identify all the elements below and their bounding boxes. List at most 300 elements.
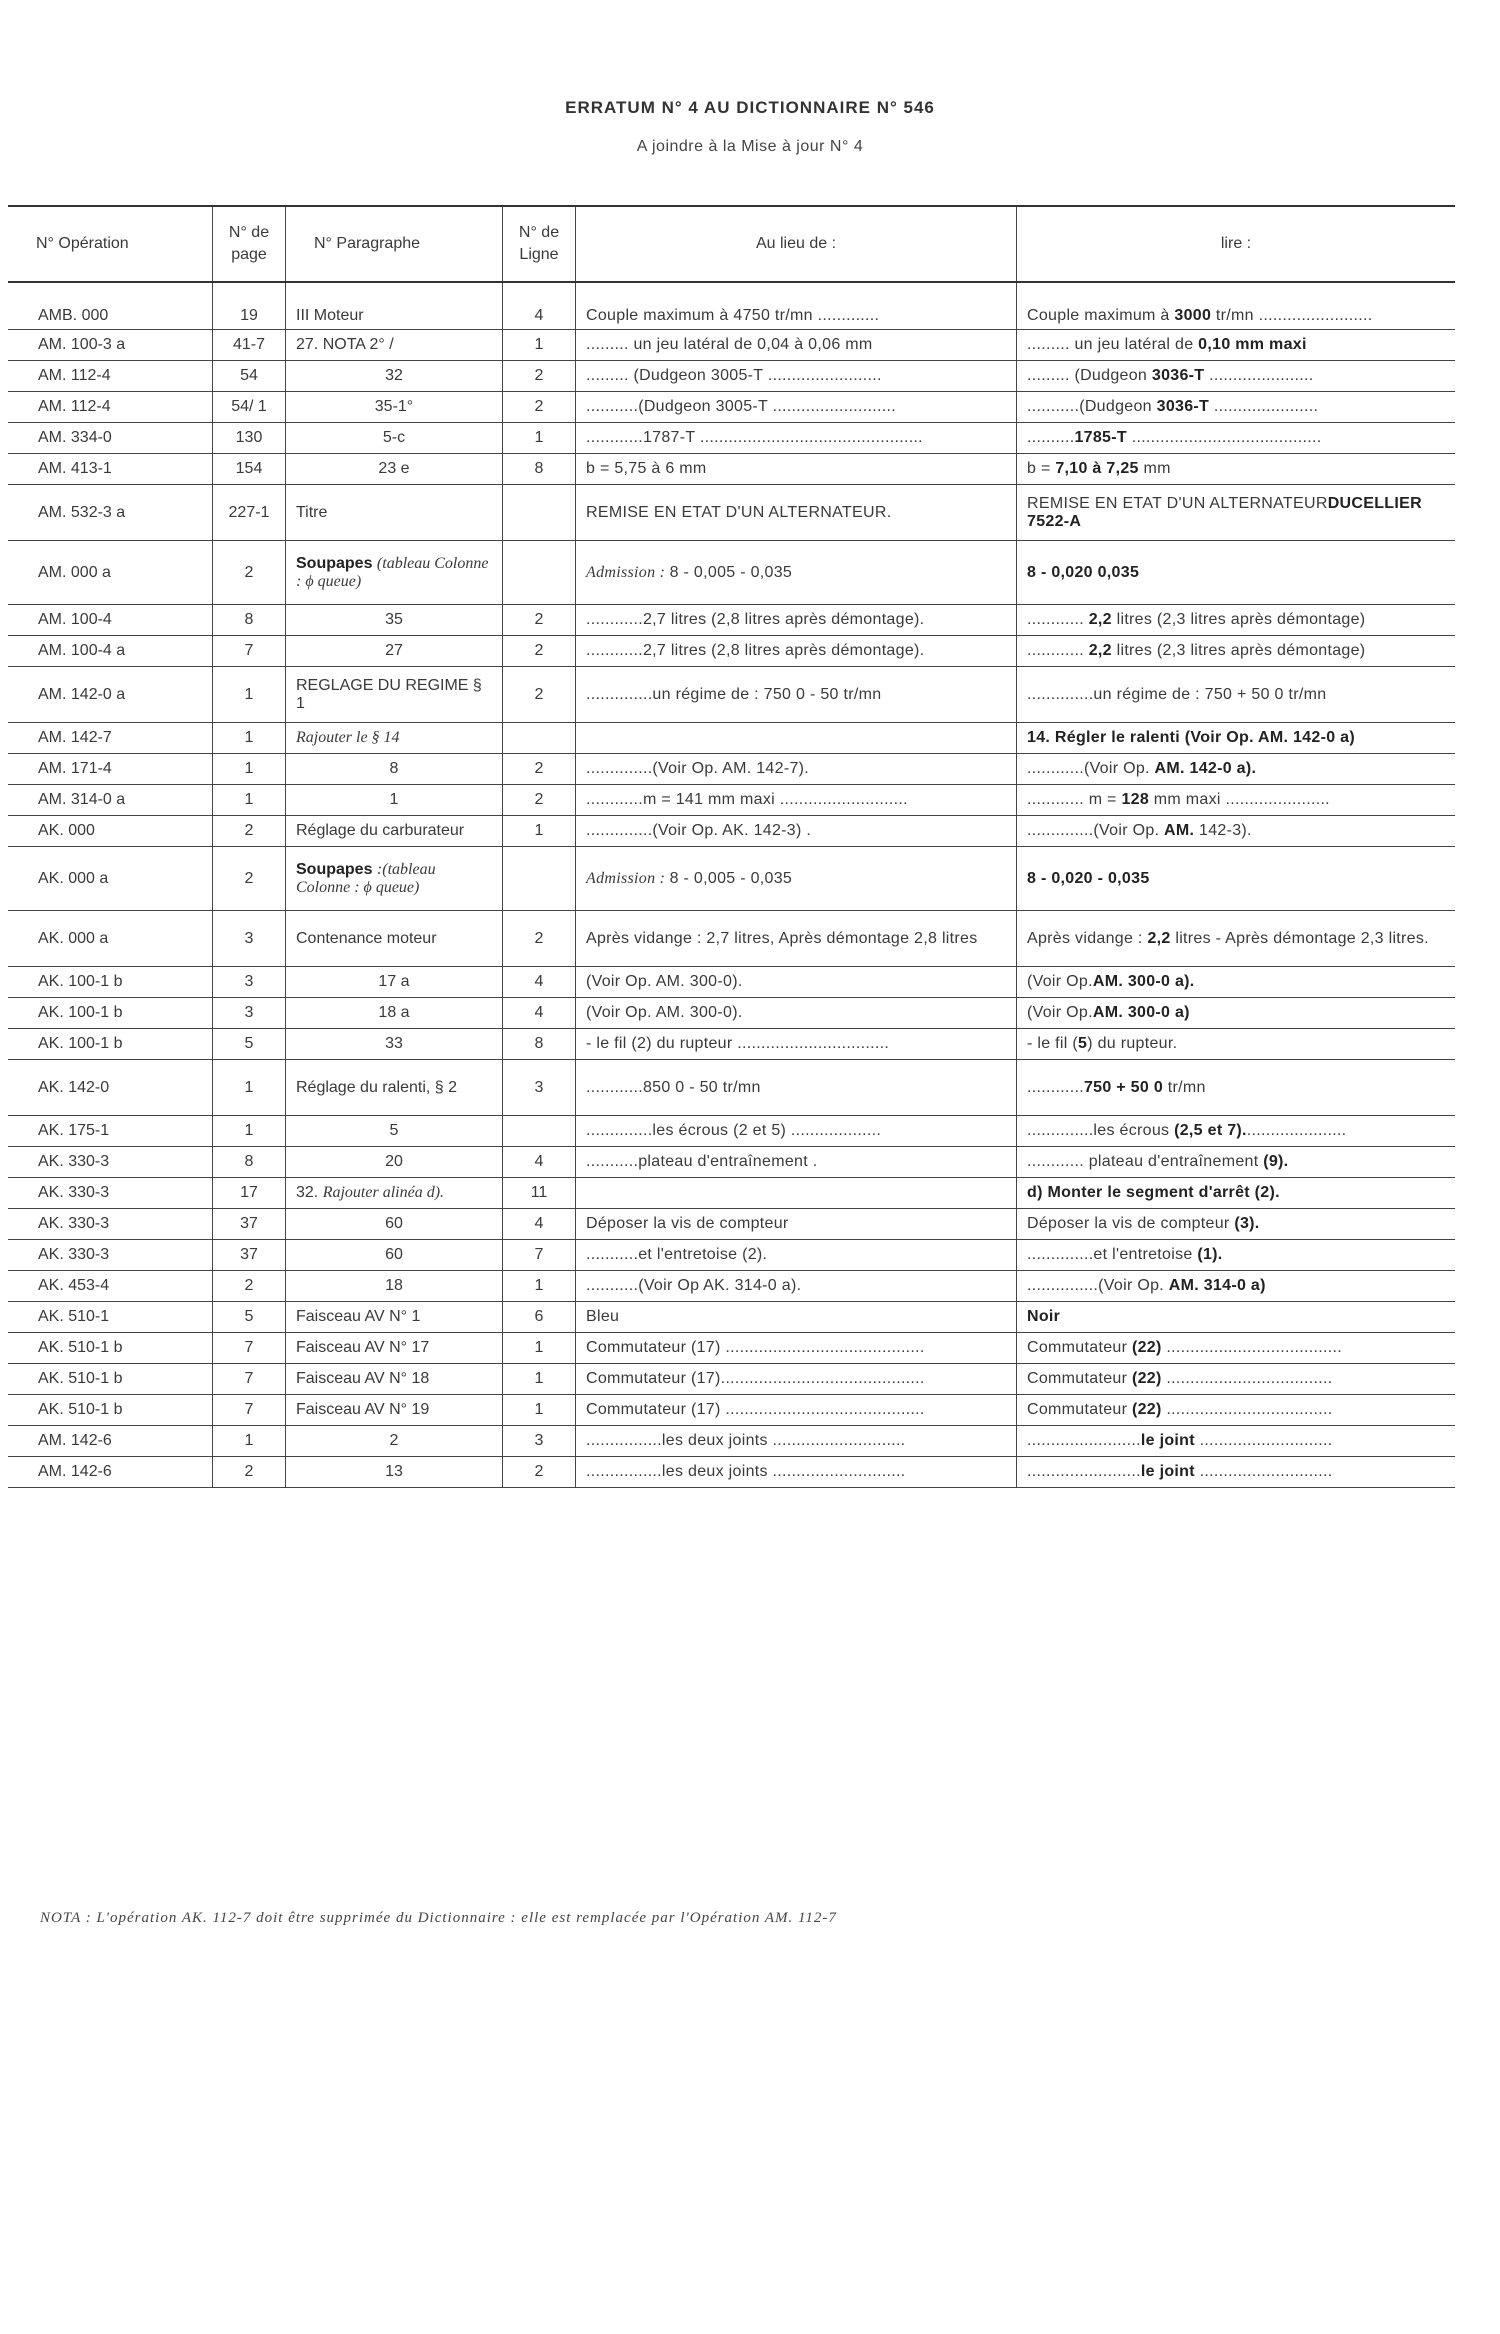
- line-cell: [503, 392, 576, 423]
- paragraph-cell: [286, 541, 503, 605]
- read-text-after: ......................: [1204, 367, 1314, 384]
- page-number: 7: [244, 1370, 254, 1387]
- instead-cell: [576, 1364, 1017, 1395]
- line-cell: [503, 485, 576, 541]
- line-cell: [503, 605, 576, 636]
- instead-cell: [576, 454, 1017, 485]
- operation-code: AK. 510-1 b: [38, 1339, 123, 1356]
- page-number: 227-1: [228, 503, 270, 521]
- operation-code: AK. 330-3: [38, 1153, 110, 1170]
- paragraph-text: Faisceau AV N° 17: [296, 1339, 430, 1356]
- read-correction: 0,10 mm maxi: [1198, 336, 1307, 353]
- line-number: 3: [534, 1432, 544, 1449]
- table-row: [8, 485, 1455, 541]
- read-correction: (3).: [1234, 1215, 1260, 1232]
- line-cell: [503, 1178, 576, 1209]
- operation-cell: [8, 723, 213, 754]
- line-number: 2: [534, 929, 544, 947]
- read-cell: [1017, 330, 1456, 361]
- read-text-after: litres (2,3 litres après démontage): [1111, 611, 1366, 628]
- page-number: 37: [240, 1215, 258, 1232]
- read-text-before: ..............les écrous: [1027, 1122, 1175, 1139]
- page-cell: [213, 723, 286, 754]
- paragraph-cell: [286, 1178, 503, 1209]
- read-correction: d) Monter le segment d'arrêt (2).: [1027, 1184, 1280, 1201]
- operation-cell: [8, 785, 213, 816]
- header-paragraph: N° Paragraphe: [286, 206, 503, 282]
- line-number: 4: [534, 1215, 544, 1232]
- instead-cell: [576, 911, 1017, 967]
- paragraph-text: 20: [385, 1153, 403, 1170]
- paragraph-cell: [286, 754, 503, 785]
- read-cell: [1017, 1116, 1456, 1147]
- page-number: 41-7: [232, 336, 266, 353]
- operation-cell: [8, 1395, 213, 1426]
- table-row: [8, 1426, 1455, 1457]
- page-number: 8: [244, 1153, 254, 1170]
- paragraph-cell: [286, 1302, 503, 1333]
- operation-code: AM. 142-6: [38, 1432, 112, 1449]
- read-correction: Noir: [1027, 1308, 1061, 1325]
- page-cell: [213, 361, 286, 392]
- read-correction: AM. 142-0 a).: [1154, 760, 1257, 777]
- operation-cell: [8, 423, 213, 454]
- instead-text: Couple maximum à 4750 tr/mn .............: [586, 307, 880, 324]
- read-correction: 14. Régler le ralenti (Voir Op. AM. 142-0 a): [1027, 729, 1355, 746]
- page-cell: [213, 1457, 286, 1488]
- operation-cell: [8, 1116, 213, 1147]
- table-row: [8, 541, 1455, 605]
- operation-code: AK. 330-3: [38, 1184, 110, 1201]
- page-cell: [213, 1147, 286, 1178]
- read-text-before: ............: [1027, 642, 1089, 659]
- page-cell: [213, 998, 286, 1029]
- read-cell: [1017, 1060, 1456, 1116]
- page-number: 1: [244, 685, 254, 703]
- operation-code: AM. 112-4: [38, 367, 111, 384]
- read-correction: le joint: [1140, 1463, 1195, 1480]
- header-line: N° de Ligne: [503, 206, 576, 282]
- instead-text: ...........et l'entretoise (2).: [586, 1246, 768, 1263]
- line-cell: [503, 1147, 576, 1178]
- page-cell: [213, 1333, 286, 1364]
- read-text-before: ........................: [1027, 1463, 1141, 1480]
- table-row: [8, 1302, 1455, 1333]
- page-cell: [213, 785, 286, 816]
- read-cell: [1017, 1178, 1456, 1209]
- operation-code: AK. 000 a: [38, 869, 109, 887]
- page-number: 130: [235, 429, 263, 446]
- page-cell: [213, 967, 286, 998]
- paragraph-text: Faisceau AV N° 1: [296, 1308, 421, 1325]
- instead-text: ......... (Dudgeon 3005-T ........................: [586, 367, 882, 384]
- page-number: 19: [240, 307, 258, 324]
- table-row: [8, 723, 1455, 754]
- instead-cell: [576, 392, 1017, 423]
- paragraph-cell: [286, 911, 503, 967]
- read-text-before: (Voir Op.: [1027, 1004, 1093, 1021]
- paragraph-cell: [286, 1029, 503, 1060]
- line-number: 1: [534, 822, 544, 839]
- page-number: 7: [244, 642, 254, 659]
- page-number: 2: [244, 869, 254, 887]
- read-correction: 7,10 à 7,25: [1055, 460, 1139, 477]
- page-number: 1: [244, 729, 254, 746]
- read-text-after: litres (2,3 litres après démontage): [1111, 642, 1366, 659]
- instead-cell: [576, 723, 1017, 754]
- operation-cell: [8, 485, 213, 541]
- line-cell: [503, 1271, 576, 1302]
- instead-text: ......... un jeu latéral de 0,04 à 0,06 mm: [586, 336, 873, 353]
- line-cell: [503, 1426, 576, 1457]
- table-row: [8, 392, 1455, 423]
- line-number: 2: [534, 611, 544, 628]
- operation-code: AM. 171-4: [38, 760, 112, 777]
- paragraph-text: 35: [385, 611, 403, 628]
- paragraph-cell: [286, 1209, 503, 1240]
- paragraph-text: 27: [385, 642, 403, 659]
- page-cell: [213, 1364, 286, 1395]
- instead-cell: [576, 423, 1017, 454]
- read-text-after: ........................................: [1126, 429, 1322, 446]
- header-read: lire :: [1017, 206, 1456, 282]
- line-cell: [503, 911, 576, 967]
- read-text-before: - le fil (: [1027, 1035, 1078, 1052]
- page-number: 2: [244, 822, 254, 839]
- instead-text: ............2,7 litres (2,8 litres après démontage).: [586, 642, 925, 659]
- read-text-before: Commutateur: [1027, 1370, 1132, 1387]
- read-text-before: ............ plateau d'entraînement: [1027, 1153, 1264, 1170]
- operation-cell: [8, 1364, 213, 1395]
- paragraph-text: Réglage du ralenti, § 2: [296, 1078, 457, 1096]
- paragraph-text: 8: [389, 760, 399, 777]
- instead-cell: [576, 282, 1017, 330]
- instead-text: Commutateur (17)...........................................: [586, 1370, 925, 1387]
- instead-text: ..............(Voir Op. AK. 142-3) .: [586, 822, 812, 839]
- line-number: 1: [534, 1339, 544, 1356]
- read-text-before: ..............(Voir Op.: [1027, 822, 1165, 839]
- read-cell: [1017, 1209, 1456, 1240]
- paragraph-text: 5: [389, 1122, 399, 1139]
- page-cell: [213, 605, 286, 636]
- read-cell: [1017, 1029, 1456, 1060]
- read-text-before: ..............un régime de : 750 + 50 0 tr/mn: [1027, 685, 1327, 703]
- header-page: N° de page: [213, 206, 286, 282]
- operation-cell: [8, 1060, 213, 1116]
- read-text-after: ...................................: [1161, 1401, 1333, 1418]
- operation-code: AK. 510-1 b: [38, 1401, 123, 1418]
- page-cell: [213, 454, 286, 485]
- page-number: 2: [244, 563, 254, 581]
- line-number: 2: [534, 791, 544, 808]
- table-row: [8, 605, 1455, 636]
- paragraph-cell: [286, 816, 503, 847]
- instead-cell: [576, 754, 1017, 785]
- read-cell: [1017, 1426, 1456, 1457]
- operation-cell: [8, 392, 213, 423]
- line-number: 2: [534, 685, 544, 703]
- read-cell: [1017, 282, 1456, 330]
- table-row: [8, 911, 1455, 967]
- line-cell: [503, 1364, 576, 1395]
- table-row: [8, 1029, 1455, 1060]
- line-number: 2: [534, 367, 544, 384]
- instead-cell: [576, 967, 1017, 998]
- read-cell: [1017, 392, 1456, 423]
- read-text-before: ..........: [1027, 429, 1075, 446]
- operation-code: AM. 142-7: [38, 729, 112, 746]
- operation-code: AM. 314-0 a: [38, 791, 126, 808]
- operation-cell: [8, 1147, 213, 1178]
- page-cell: [213, 423, 286, 454]
- read-cell: [1017, 847, 1456, 911]
- operation-cell: [8, 667, 213, 723]
- page-number: 2: [244, 1277, 254, 1294]
- paragraph-cell: [286, 1395, 503, 1426]
- header-instead: Au lieu de :: [576, 206, 1017, 282]
- paragraph-text: 5-c: [382, 429, 406, 446]
- line-number: 4: [534, 1153, 544, 1170]
- line-number: 1: [534, 1370, 544, 1387]
- operation-code: AK. 000 a: [38, 929, 109, 947]
- paragraph-cell: [286, 1426, 503, 1457]
- read-cell: [1017, 423, 1456, 454]
- footnote: NOTA : L'opération AK. 112-7 doit être supprimée du Dictionnaire : elle est remplacée par l'Opération AM. 112-7: [40, 1910, 837, 1926]
- instead-text: (Voir Op. AM. 300-0).: [586, 1004, 743, 1021]
- table-row: [8, 1364, 1455, 1395]
- instead-text: ............2,7 litres (2,8 litres après démontage).: [586, 611, 925, 628]
- instead-cell: [576, 1116, 1017, 1147]
- instead-cell: [576, 667, 1017, 723]
- table-row: [8, 816, 1455, 847]
- read-cell: [1017, 1271, 1456, 1302]
- read-correction: (9).: [1263, 1153, 1289, 1170]
- line-number: 1: [534, 336, 544, 353]
- page-cell: [213, 282, 286, 330]
- operation-code: AM. 413-1: [38, 460, 112, 477]
- page-number: 1: [244, 1078, 254, 1096]
- paragraph-text: Contenance moteur: [296, 929, 437, 947]
- page-cell: [213, 1029, 286, 1060]
- paragraph-text: 2: [389, 1432, 399, 1449]
- line-cell: [503, 1060, 576, 1116]
- paragraph-text: 60: [385, 1246, 403, 1263]
- instead-text: Commutateur (17) ..........................................: [586, 1401, 925, 1418]
- read-cell: [1017, 754, 1456, 785]
- page-cell: [213, 330, 286, 361]
- paragraph-cell: [286, 1116, 503, 1147]
- read-text-after: ............................: [1194, 1432, 1333, 1449]
- read-text-before: ......... un jeu latéral de: [1027, 336, 1199, 353]
- line-cell: [503, 847, 576, 911]
- page-cell: [213, 1426, 286, 1457]
- table-row: [8, 1240, 1455, 1271]
- read-cell: [1017, 541, 1456, 605]
- line-number: 2: [534, 398, 544, 415]
- instead-cell: [576, 605, 1017, 636]
- read-text-before: ............: [1027, 611, 1089, 628]
- page-number: 54: [240, 367, 258, 384]
- read-text-before: Couple maximum à: [1027, 307, 1175, 324]
- paragraph-text: 27. NOTA 2° /: [296, 336, 394, 353]
- read-cell: [1017, 485, 1456, 541]
- page-cell: [213, 1240, 286, 1271]
- line-cell: [503, 967, 576, 998]
- table-row: [8, 1060, 1455, 1116]
- read-cell: [1017, 816, 1456, 847]
- read-cell: [1017, 785, 1456, 816]
- instead-cell: [576, 1302, 1017, 1333]
- paragraph-cell: [286, 1457, 503, 1488]
- page-number: 54/ 1: [231, 398, 267, 415]
- table-row: [8, 454, 1455, 485]
- operation-code: AK. 142-0: [38, 1078, 110, 1096]
- operation-cell: [8, 1426, 213, 1457]
- table-row: [8, 1147, 1455, 1178]
- document-subtitle: A joindre à la Mise à jour N° 4: [636, 138, 864, 155]
- operation-cell: [8, 1240, 213, 1271]
- page-number: 1: [244, 760, 254, 777]
- table-row: [8, 1395, 1455, 1426]
- paragraph-cell: [286, 785, 503, 816]
- line-number: 2: [534, 760, 544, 777]
- read-text-before: ............ m =: [1027, 791, 1122, 808]
- paragraph-text: Faisceau AV N° 19: [296, 1401, 430, 1418]
- page-number: 2: [244, 1463, 254, 1480]
- line-cell: [503, 1209, 576, 1240]
- instead-text: ..............un régime de : 750 0 - 50 tr/mn: [586, 685, 882, 703]
- read-text-before: Commutateur: [1027, 1339, 1132, 1356]
- read-text-after: .....................................: [1161, 1339, 1342, 1356]
- instead-cell: [576, 1426, 1017, 1457]
- page-number: 17: [240, 1184, 258, 1201]
- read-text-before: Commutateur: [1027, 1401, 1132, 1418]
- instead-cell: [576, 1395, 1017, 1426]
- line-cell: [503, 816, 576, 847]
- paragraph-cell: [286, 1147, 503, 1178]
- paragraph-cell: [286, 454, 503, 485]
- page-number: 5: [244, 1035, 254, 1052]
- operation-code: AK. 100-1 b: [38, 1004, 123, 1021]
- operation-cell: [8, 754, 213, 785]
- instead-text: (Voir Op. AM. 300-0).: [586, 973, 743, 990]
- instead-text: b = 5,75 à 6 mm: [586, 460, 707, 477]
- read-text-after: mm maxi ......................: [1149, 791, 1330, 808]
- read-correction: 1785-T: [1074, 429, 1127, 446]
- page-cell: [213, 541, 286, 605]
- paragraph-text: 33: [385, 1035, 403, 1052]
- read-correction: DUCELLIER 7522-A: [1027, 494, 1422, 530]
- instead-text: - le fil (2) du rupteur ................................: [586, 1035, 890, 1052]
- operation-code: AK. 510-1 b: [38, 1370, 123, 1387]
- page-number: 37: [240, 1246, 258, 1263]
- paragraph-cell: [286, 967, 503, 998]
- read-cell: [1017, 361, 1456, 392]
- operation-code: AMB. 000: [38, 307, 109, 324]
- line-cell: [503, 1029, 576, 1060]
- read-text-after: tr/mn ........................: [1211, 307, 1373, 324]
- instead-text: Après vidange : 2,7 litres, Après démontage 2,8 litres: [586, 929, 978, 947]
- read-text-after: mm: [1138, 460, 1171, 477]
- line-cell: [503, 785, 576, 816]
- page-cell: [213, 847, 286, 911]
- line-cell: [503, 1457, 576, 1488]
- operation-code: AK. 000: [38, 822, 95, 839]
- instead-cell: [576, 998, 1017, 1029]
- read-cell: [1017, 636, 1456, 667]
- instead-text: ............1787-T ...............................................: [586, 429, 923, 446]
- read-text-after: ......................: [1209, 398, 1319, 415]
- operation-code: AM. 142-6: [38, 1463, 112, 1480]
- table-row: [8, 667, 1455, 723]
- instead-text: Commutateur (17) ..........................................: [586, 1339, 925, 1356]
- paragraph-text: Faisceau AV N° 18: [296, 1370, 430, 1387]
- read-text-before: ...............(Voir Op.: [1027, 1277, 1169, 1294]
- paragraph-italic: (tableau Colonne : ϕ queue): [296, 554, 489, 590]
- instead-cell: [576, 1271, 1017, 1302]
- paragraph-emphasis: Soupapes: [296, 860, 373, 878]
- operation-cell: [8, 1209, 213, 1240]
- table-row: [8, 847, 1455, 911]
- paragraph-text: 60: [385, 1215, 403, 1232]
- line-number: 4: [534, 307, 544, 324]
- instead-italic: Admission :: [586, 563, 670, 581]
- line-cell: [503, 667, 576, 723]
- line-cell: [503, 1302, 576, 1333]
- paragraph-cell: [286, 1240, 503, 1271]
- read-text-before: b =: [1027, 460, 1056, 477]
- operation-code: AK. 510-1: [38, 1308, 110, 1325]
- page-number: 7: [244, 1401, 254, 1418]
- page-cell: [213, 1302, 286, 1333]
- operation-cell: [8, 282, 213, 330]
- read-correction: (2,5 et 7).: [1174, 1122, 1247, 1139]
- paragraph-cell: [286, 392, 503, 423]
- operation-cell: [8, 330, 213, 361]
- instead-text: ...........plateau d'entraînement .: [586, 1153, 818, 1170]
- read-cell: [1017, 1147, 1456, 1178]
- paragraph-italic: :(tableau Colonne : ϕ queue): [296, 860, 436, 896]
- instead-text: 8 - 0,005 - 0,035: [669, 563, 793, 581]
- instead-text: Bleu: [586, 1308, 620, 1325]
- read-correction: 3000: [1174, 307, 1212, 324]
- line-cell: [503, 361, 576, 392]
- paragraph-cell: [286, 361, 503, 392]
- table-row: [8, 754, 1455, 785]
- table-row: [8, 361, 1455, 392]
- instead-text: ............m = 141 mm maxi ...........................: [586, 791, 908, 808]
- paragraph-text: 13: [385, 1463, 403, 1480]
- read-text-after: ............................: [1194, 1463, 1333, 1480]
- table-row: [8, 967, 1455, 998]
- instead-cell: [576, 1029, 1017, 1060]
- instead-text: 8 - 0,005 - 0,035: [669, 869, 793, 887]
- instead-text: ..............les écrous (2 et 5) ...................: [586, 1122, 882, 1139]
- page-cell: [213, 816, 286, 847]
- paragraph-text: III Moteur: [296, 307, 364, 324]
- page-number: 3: [244, 929, 254, 947]
- operation-cell: [8, 541, 213, 605]
- table-row: [8, 1209, 1455, 1240]
- read-text-before: ......... (Dudgeon: [1027, 367, 1152, 384]
- page-cell: [213, 1178, 286, 1209]
- header-operation: N° Opération: [8, 206, 213, 282]
- table-row: [8, 785, 1455, 816]
- instead-cell: [576, 847, 1017, 911]
- errata-table: [8, 205, 1455, 1488]
- line-number: 6: [534, 1308, 544, 1325]
- paragraph-text: REGLAGE DU REGIME § 1: [296, 676, 482, 712]
